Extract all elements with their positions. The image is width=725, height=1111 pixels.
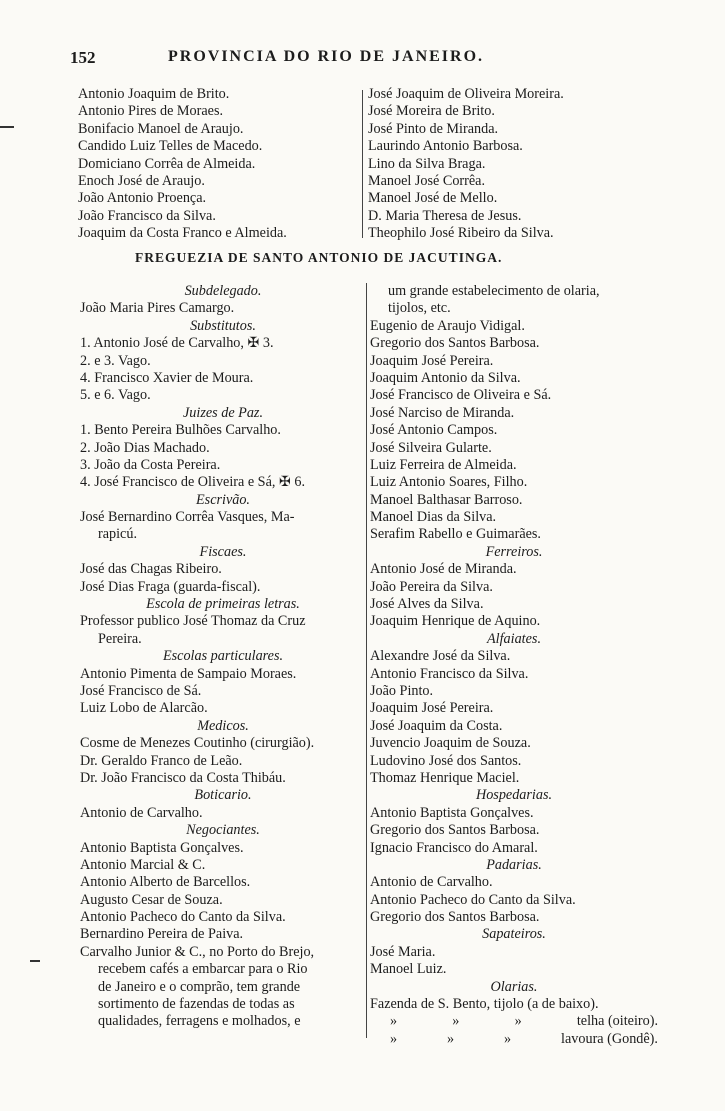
list-item: José Francisco de Oliveira e Sá.	[370, 387, 552, 404]
section-title: FREGUEZIA DE SANTO ANTONIO DE JACUTINGA.	[135, 250, 503, 265]
section-heading: Subdelegado.	[184, 283, 262, 299]
page-title: PROVINCIA DO RIO DE JANEIRO.	[168, 48, 485, 65]
list-item: José Antonio Campos.	[370, 422, 498, 439]
list-item: Manoel Balthasar Barroso.	[370, 491, 523, 508]
list-item: 1. Antonio José de Carvalho, ✠ 3.	[80, 335, 274, 352]
list-item-continuation: tijolos, etc.	[388, 300, 451, 317]
list-item: Manoel Luiz.	[370, 961, 447, 978]
list-item: José Francisco de Sá.	[80, 682, 202, 699]
list-item: D. Maria Theresa de Jesus.	[368, 207, 522, 224]
list-item: Antonio Pires de Moraes.	[78, 103, 224, 120]
list-item: José Joaquim de Oliveira Moreira.	[368, 86, 564, 102]
list-item: Dr. Geraldo Franco de Leão.	[80, 752, 243, 769]
list-item: José Dias Fraga (guarda-fiscal).	[80, 578, 261, 595]
list-item: Antonio Alberto de Barcellos.	[80, 874, 251, 891]
margin-mark	[30, 960, 40, 962]
list-item-continuation: Pereira.	[98, 630, 142, 647]
list-item-continuation: qualidades, ferragens e molhados, e	[98, 1013, 301, 1030]
list-item: José Maria.	[370, 943, 436, 960]
list-item-continuation: de Janeiro e o comprão, tem grande	[98, 978, 301, 995]
list-item	[370, 1013, 658, 1030]
list-item: Joaquim José Pereira.	[370, 700, 494, 717]
list-item: José Silveira Gularte.	[370, 439, 492, 456]
list-item: Antonio Baptista Gonçalves.	[370, 804, 534, 821]
section-heading: Substitutos.	[190, 317, 256, 334]
list-item: José Narciso de Miranda.	[370, 404, 515, 421]
ditto-mark: »	[452, 1013, 460, 1030]
list-item: José Bernardino Corrêa Vasques, Ma-	[80, 509, 295, 526]
list-item: Luiz Antonio Soares, Filho.	[370, 474, 528, 491]
list-item-continuation: sortimento de fazendas de todas as	[98, 996, 295, 1013]
list-item-continuation: um grande estabelecimento de olaria,	[388, 283, 600, 299]
list-item: Joaquim José Pereira.	[370, 352, 494, 369]
list-item-text: lavoura (Gondê).	[561, 1030, 658, 1047]
list-item: 1. Bento Pereira Bulhões Carvalho.	[80, 422, 281, 439]
section-heading: Medicos.	[197, 717, 249, 734]
list-item: Bonifacio Manoel de Araujo.	[78, 120, 244, 137]
list-item: José Pinto de Miranda.	[368, 120, 499, 137]
list-item: José Moreira de Brito.	[368, 103, 495, 120]
list-item: Antonio Pacheco do Canto da Silva.	[80, 909, 286, 926]
list-item: Bernardino Pereira de Paiva.	[80, 926, 244, 943]
page-number: 152	[70, 48, 96, 67]
list-item: Fazenda de S. Bento, tijolo (a de baixo).	[370, 996, 599, 1013]
list-item: José Alves da Silva.	[370, 596, 484, 613]
bottom-right-column	[370, 283, 658, 1048]
list-item: Antonio Baptista Gonçalves.	[80, 839, 244, 856]
list-item: Laurindo Antonio Barbosa.	[368, 138, 523, 155]
page-header	[70, 46, 590, 70]
list-item: Luiz Lobo de Alarcão.	[80, 700, 208, 717]
list-item: João Pereira da Silva.	[370, 578, 493, 595]
list-item: Eugenio de Araujo Vidigal.	[370, 317, 525, 334]
list-item: Antonio José de Miranda.	[370, 561, 517, 578]
ditto-mark: »	[514, 1013, 522, 1030]
list-item: João Maria Pires Camargo.	[80, 300, 235, 317]
list-item: Gregorio dos Santos Barbosa.	[370, 335, 540, 352]
list-item: Candido Luiz Telles de Macedo.	[78, 138, 263, 155]
section-heading: Hospedarias.	[475, 787, 553, 804]
list-item: 2. João Dias Machado.	[80, 439, 210, 456]
list-item: Antonio Pacheco do Canto da Silva.	[370, 891, 576, 908]
list-item: Augusto Cesar de Souza.	[80, 891, 223, 908]
list-item-text: telha (oiteiro).	[576, 1013, 658, 1030]
list-item: Antonio Francisco da Silva.	[370, 665, 529, 682]
list-item: Luiz Ferreira de Almeida.	[370, 456, 517, 473]
list-item: Cosme de Menezes Coutinho (cirurgião).	[80, 735, 315, 752]
list-item: Antonio de Carvalho.	[80, 804, 203, 821]
list-item: Manoel Dias da Silva.	[370, 509, 497, 526]
margin-mark	[0, 126, 14, 128]
list-item: Thomaz Henrique Maciel.	[370, 769, 520, 786]
list-item: Joaquim Antonio da Silva.	[370, 369, 521, 386]
list-item: Enoch José de Araujo.	[78, 172, 205, 189]
list-item: Gregorio dos Santos Barbosa.	[370, 909, 540, 926]
list-item: Dr. João Francisco da Costa Thibáu.	[80, 769, 286, 786]
section-heading: Escrivão.	[196, 491, 250, 508]
ditto-mark: »	[447, 1030, 455, 1047]
list-item: João Antonio Proença.	[78, 190, 207, 207]
ditto-mark: »	[390, 1013, 398, 1030]
list-item: Ludovino José dos Santos.	[370, 752, 522, 769]
list-item: Antonio Pimenta de Sampaio Moraes.	[80, 665, 297, 682]
list-item: Domiciano Corrêa de Almeida.	[78, 155, 256, 172]
list-item: Manoel José Corrêa.	[368, 172, 486, 189]
list-item: 5. e 6. Vago.	[80, 387, 151, 404]
list-item: Professor publico José Thomaz da Cruz	[80, 613, 306, 630]
list-item-continuation: rapicú.	[98, 526, 137, 543]
list-item: Gregorio dos Santos Barbosa.	[370, 822, 540, 839]
top-right-column	[368, 86, 648, 243]
list-item: 4. José Francisco de Oliveira e Sá, ✠ 6.	[80, 474, 306, 491]
list-item: Alexandre José da Silva.	[370, 648, 511, 665]
list-item: 4. Francisco Xavier de Moura.	[80, 369, 254, 386]
section-heading: Olarias.	[490, 978, 538, 995]
list-item: Lino da Silva Braga.	[368, 155, 486, 172]
list-item: Carvalho Junior & C., no Porto do Brejo,	[80, 943, 315, 960]
section-heading: Escola de primeiras letras.	[146, 596, 300, 613]
list-item: Serafim Rabello e Guimarães.	[370, 526, 541, 543]
list-item	[370, 1031, 658, 1048]
list-item: Joaquim Henrique de Aquino.	[370, 613, 541, 630]
ditto-mark: »	[504, 1030, 512, 1047]
list-item: Juvencio Joaquim de Souza.	[370, 735, 531, 752]
list-item: José das Chagas Ribeiro.	[80, 561, 222, 578]
section-heading: Escolas particulares.	[162, 648, 284, 665]
top-left-column	[78, 86, 360, 243]
list-item: Antonio de Carvalho.	[370, 874, 493, 891]
list-item: Theophilo José Ribeiro da Silva.	[368, 225, 554, 242]
list-item: 2. e 3. Vago.	[80, 352, 151, 369]
list-item: 3. João da Costa Pereira.	[80, 456, 221, 473]
column-divider	[362, 90, 363, 238]
list-item: João Francisco da Silva.	[78, 207, 216, 224]
list-item: Antonio Marcial & C.	[80, 856, 206, 873]
section-heading: Sapateiros.	[482, 926, 546, 943]
list-item: José Joaquim da Costa.	[370, 717, 503, 734]
section-heading: Padarias.	[486, 856, 542, 873]
list-item: Joaquim da Costa Franco e Almeida.	[78, 225, 287, 242]
list-item: Manoel José de Mello.	[368, 190, 498, 207]
section-heading: Juizes de Paz.	[183, 404, 263, 421]
list-item-continuation: recebem cafés a embarcar para o Rio	[98, 961, 308, 978]
bottom-left-column	[80, 283, 366, 1031]
list-item: Antonio Joaquim de Brito.	[78, 86, 230, 102]
section-heading: Boticario.	[194, 787, 252, 804]
section-heading: Negociantes.	[186, 822, 260, 839]
section-heading: Ferreiros.	[485, 543, 543, 560]
column-divider	[366, 283, 367, 1038]
section-heading: Alfaiates.	[487, 630, 541, 647]
list-item: Ignacio Francisco do Amaral.	[370, 839, 538, 856]
ditto-mark: »	[390, 1030, 398, 1047]
list-item: João Pinto.	[370, 682, 434, 699]
section-heading: Fiscaes.	[199, 543, 247, 560]
